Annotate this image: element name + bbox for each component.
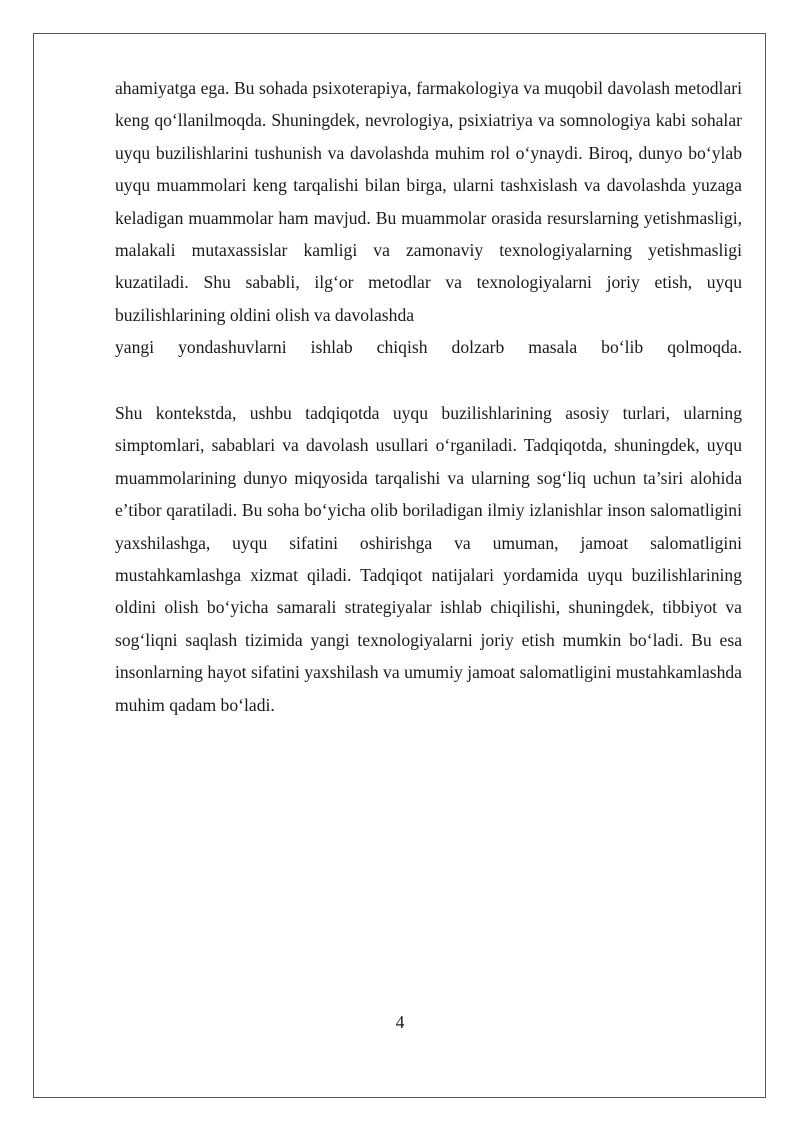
paragraph-1-last-line: yangi yondashuvlarni ishlab chiqish dolzarb masala bo‘lib qolmoqda. xyxy=(115,337,742,358)
page-number: 4 xyxy=(395,1012,405,1032)
paragraph-1-text: ahamiyatga ega. Bu sohada psixoterapiya, farmakologiya va muqobil davolash metodlari keng qo‘llanilmoqda. Shuningdek, nevrologiya, psixiatriya va somnologiya kabi sohalar uyqu buzilishlarini tushunish va davolashda muhim rol o‘ynaydi. Biroq, dunyo bo‘ylab uyqu muammolari keng tarqalishi bilan birga, ularni tashxislash va davolashda yuzaga keladigan muammolar ham mavjud. Bu muammolar orasida resurslarning yetishmasligi, malakali mutaxassislar kamligi va zamonaviy texnologiyalarning yetishmasligi kuzatiladi. Shu sababli, ilg‘or metodlar va texnologiyalarni joriy etish, uyqu buzilishlarining oldini olish va davolashda xyxy=(115,78,742,325)
body-paragraph-2 xyxy=(115,397,742,721)
paragraph-2-text: Shu kontekstda, ushbu tadqiqotda uyqu buzilishlarining asosiy turlari, ularning simptomlari, sabablari va davolash usullari o‘rganiladi. Tadqiqotda, shuningdek, uyqu muammolarining dunyo miqyosida tarqalishi va ularning sog‘liq uchun ta’siri alohida e’tibor qaratiladi. Bu soha bo‘yicha olib boriladigan ilmiy izlanishlar inson salomatligini yaxshilashga, uyqu sifatini oshirishga va umuman, jamoat salomatligini mustahkamlashga xizmat qiladi. Tadqiqot natijalari yordamida uyqu buzilishlarining oldini olish bo‘yicha samarali strategiyalar ishlab chiqilishi, shuningdek, tibbiyot va sog‘liqni saqlash tizimida yangi texnologiyalarni joriy etish mumkin bo‘ladi. Bu esa insonlarning hayot sifatini yaxshilash va umumiy jamoat salomatligini mustahkamlashda muhim qadam bo‘ladi. xyxy=(115,403,742,715)
body-paragraph-1 xyxy=(115,72,742,364)
